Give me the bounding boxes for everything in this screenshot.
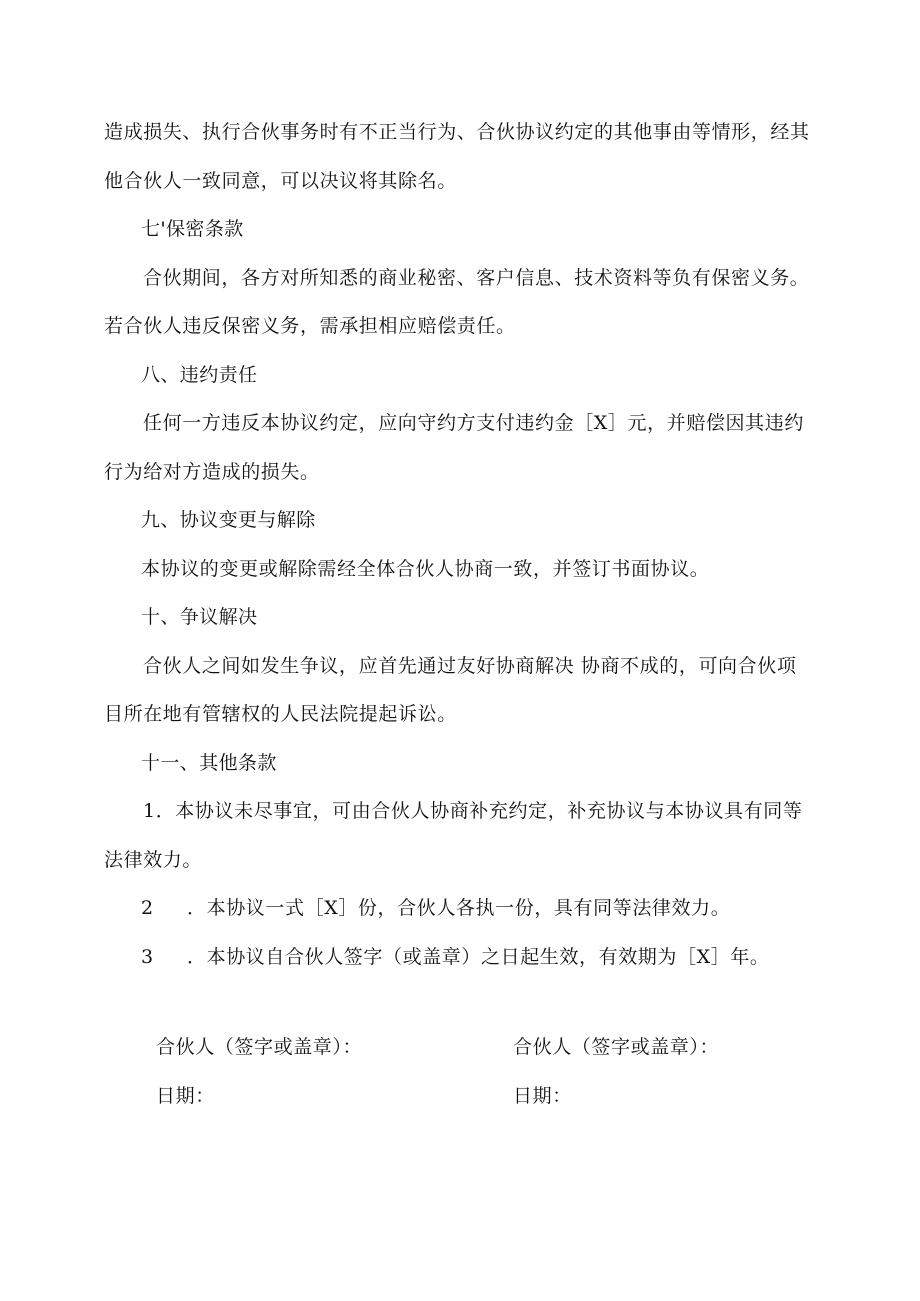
item-3-number: 3 xyxy=(141,946,154,968)
section-10-line-2: 目所在地有管辖权的人民法院提起诉讼。 xyxy=(104,703,457,725)
signature-right-partner: 合伙人（签字或盖章）： xyxy=(513,1036,720,1058)
section-9-heading: 九、协议变更与解除 xyxy=(141,509,316,531)
section-7-heading: 七'保密条款 xyxy=(141,218,244,240)
section-10-line-1: 合伙人之间如发生争议，应首先通过友好协商解决 协商不成的，可向合伙项 xyxy=(143,655,797,677)
signature-left-partner: 合伙人（签字或盖章）： xyxy=(156,1036,363,1058)
section-11-item-1-line-1: 1．本协议未尽事宜，可由合伙人协商补充约定，补充协议与本协议具有同等 xyxy=(143,800,803,822)
intro-line-2: 他合伙人一致同意，可以决议将其除名。 xyxy=(104,170,457,192)
signature-right-date: 日期： xyxy=(513,1085,572,1107)
section-11-item-3 xyxy=(141,945,770,969)
section-11-heading: 十一、其他条款 xyxy=(141,752,277,774)
section-7-line-2: 若合伙人违反保密义务，需承担相应赔偿责任。 xyxy=(104,315,516,337)
item-2-number: 2 xyxy=(141,897,154,919)
section-11-item-1-line-2: 法律效力。 xyxy=(104,849,203,871)
item-2-text: ．本协议一式［X］份，合伙人各执一份，具有同等法律效力。 xyxy=(187,897,731,919)
item-3-text: ．本协议自合伙人签字（或盖章）之日起生效，有效期为［X］年。 xyxy=(187,946,770,968)
section-8-line-1: 任何一方违反本协议约定，应向守约方支付违约金［X］元，并赔偿因其违约 xyxy=(143,412,804,434)
section-8-line-2: 行为给对方造成的损失。 xyxy=(104,461,320,483)
section-7-line-1: 合伙期间，各方对所知悉的商业秘密、客户信息、技术资料等负有保密义务。 xyxy=(143,267,810,289)
section-9-line-1: 本协议的变更或解除需经全体合伙人协商一致，并签订书面协议。 xyxy=(141,558,710,580)
section-8-heading: 八、违约责任 xyxy=(141,364,258,386)
intro-line-1: 造成损失、执行合伙事务时有不正当行为、合伙协议约定的其他事由等情形，经其 xyxy=(104,121,810,143)
section-10-heading: 十、争议解决 xyxy=(141,606,258,628)
signature-left-date: 日期： xyxy=(156,1085,215,1107)
section-11-item-2 xyxy=(141,896,730,920)
